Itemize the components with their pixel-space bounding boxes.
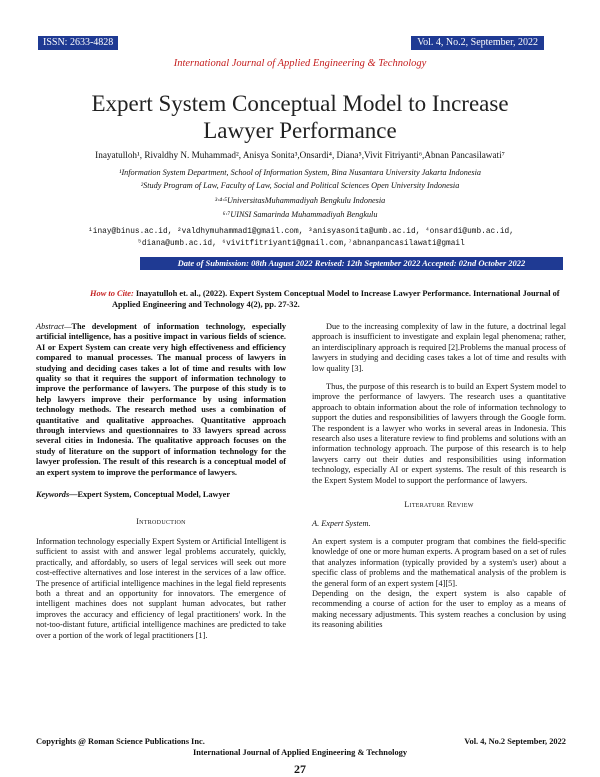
expert-system-subheading: A. Expert System. — [312, 518, 371, 528]
volume-banner: Vol. 4, No.2, September, 2022 — [411, 36, 544, 50]
title-line-1: Expert System Conceptual Model to Increase — [91, 91, 509, 116]
affiliation-4: ⁶·⁷UINSI Samarinda Muhammadiyah Bengkulu — [222, 210, 378, 219]
keywords — [36, 490, 286, 500]
footer-journal: International Journal of Applied Engineering & Technology — [192, 748, 408, 757]
emails-line-1: ¹inay@binus.ac.id, ²valdhymuhammad1@gmail.com, ³anisyasonita@umb.ac.id, ⁴onsardi@umb.ac.id, — [88, 228, 514, 236]
how-to-cite — [90, 288, 572, 310]
page-number: 27 — [294, 762, 306, 776]
affiliation-1: ¹Information System Department, School of Information System, Bina Nusantara University Jakarta Indonesia — [119, 168, 481, 177]
issn-banner: ISSN: 2633-4828 — [38, 36, 118, 50]
footer-volume: Vol. 4, No.2 September, 2022 — [464, 737, 566, 746]
introduction-heading: Introduction — [136, 516, 186, 526]
left-column — [36, 322, 286, 641]
paper-title — [40, 90, 560, 144]
keywords-label: Keywords— — [36, 490, 78, 500]
cite-text: Inayatulloh et. al., (2022). Expert System Conceptual Model to Increase Lawyer Performance. International Journal of Applied Engineering and Technology 4(2), pp. 27-32. — [112, 289, 560, 309]
paragraph-3: An expert system is a computer program that combines the field-specific knowledge of one or more human experts. A program based on a set of rules that analyzes information (typically provided by a system's user) about a specific class of problems and the mathematical analysis of the problem is the general form of an expert system [4][5]. — [312, 536, 566, 588]
footer-copyright: Copyrights @ Roman Science Publications Inc. — [36, 737, 205, 746]
abstract-label: Abstract— — [36, 322, 72, 331]
submission-dates: Date of Submission: 08th August 2022 Revised: 12th September 2022 Accepted: 02nd October 2022 — [140, 257, 563, 270]
cite-label: How to Cite: — [90, 289, 134, 298]
literature-review-heading: Literature Review — [404, 500, 474, 510]
keywords-text: Expert System, Conceptual Model, Lawyer — [77, 490, 231, 500]
authors: Inayatulloh¹, Rivaldhy N. Muhammad², Anisya Sonita³,Onsardi⁴, Diana⁵,Vivit Fitriyanti⁶,Abnan Pancasilawati⁷ — [95, 150, 505, 160]
paragraph-4: Depending on the design, the expert system is also capable of recommending a course of action for the user to employ as a means of making necessary adjustments. This system reaches a conclusion by using its reasoning abilities — [312, 588, 566, 630]
right-column — [312, 322, 566, 631]
affiliation-2: ²Study Program of Law, Faculty of Law, Social and Political Sciences Open University Indonesia — [140, 181, 460, 190]
affiliation-3: ³·⁴·⁵UniversitasMuhammadiyah Bengkulu Indonesia — [214, 196, 386, 205]
paragraph-2: Thus, the purpose of this research is to build an Expert System model to improve the performance of lawyers. The research uses a quantitative approach to obtain information about the role of information technology to support the duties and responsibilities of lawyers through the Google form. The respondent is a lawyer who works in several areas in Indonesia. This research also uses a literature review to find problems and solutions with an information technology approach. The purpose of this research is to help lawyers carry out their duties and responsibilities using information technology, especially AI or expert systems. The result of this research is the Expert System Model to support the performance of lawyers. — [312, 382, 566, 485]
emails-line-2: ⁵diana@umb.ac.id, ⁶vivitfitriyanti@gmail.com,⁷abnanpancasilawati@gmail — [137, 240, 465, 248]
title-line-2: Lawyer Performance — [203, 118, 397, 143]
paragraph-1: Due to the increasing complexity of law in the future, a doctrinal legal approach is insufficient to investigate and explain legal phenomena; rather, an interdisciplinary approach is required [2].Problems the manual process of lawyers in studying and deciding cases takes a lot of time and results with low quality [3]. — [312, 322, 566, 373]
introduction-text: Information technology especially Expert System or Artificial Intelligent is sufficient to assist with and answer legal problems accurately, quickly, practically, and affordably, so users of legal services will seek out more cost-effective alternatives and lose interest in the services of a law office. The presence of artificial intelligence machines in the legal field represents both a threat and an opportunity for innovators. The emergence of intelligent machines does not supplant human advocates, but rather improves the accuracy and efficiency of legal practitioners' work. In the not-too-distant future, artificial intelligence machines are predicted to take over a portion of the work of legal practitioners [1]. — [36, 536, 286, 640]
journal-header: International Journal of Applied Engineering & Technology — [173, 58, 427, 69]
abstract-text: The development of information technology, especially artificial intelligence, has a positive impact in various fields of science. AI or Expert System can create very high effectiveness and efficiency compared to manual processes. The manual process of lawyers in studying and deciding cases takes a lot of time and results with low quality so that it requires the support of information technology to improve the performance of lawyers. The purpose of this study is to help lawyers improve their performance by using information technology methods. The research method uses a combination of quantitative and qualitative approaches. Quantitative approach through interviews and questionnaires to 33 lawyers spread across several cities in Indonesia. The qualitative approach focuses on the study of literature on the support of information technology for the lawyer profession. The result of this research is a conceptual model of an expert system to improve the performance of lawyers. — [36, 322, 286, 477]
abstract — [36, 322, 286, 478]
